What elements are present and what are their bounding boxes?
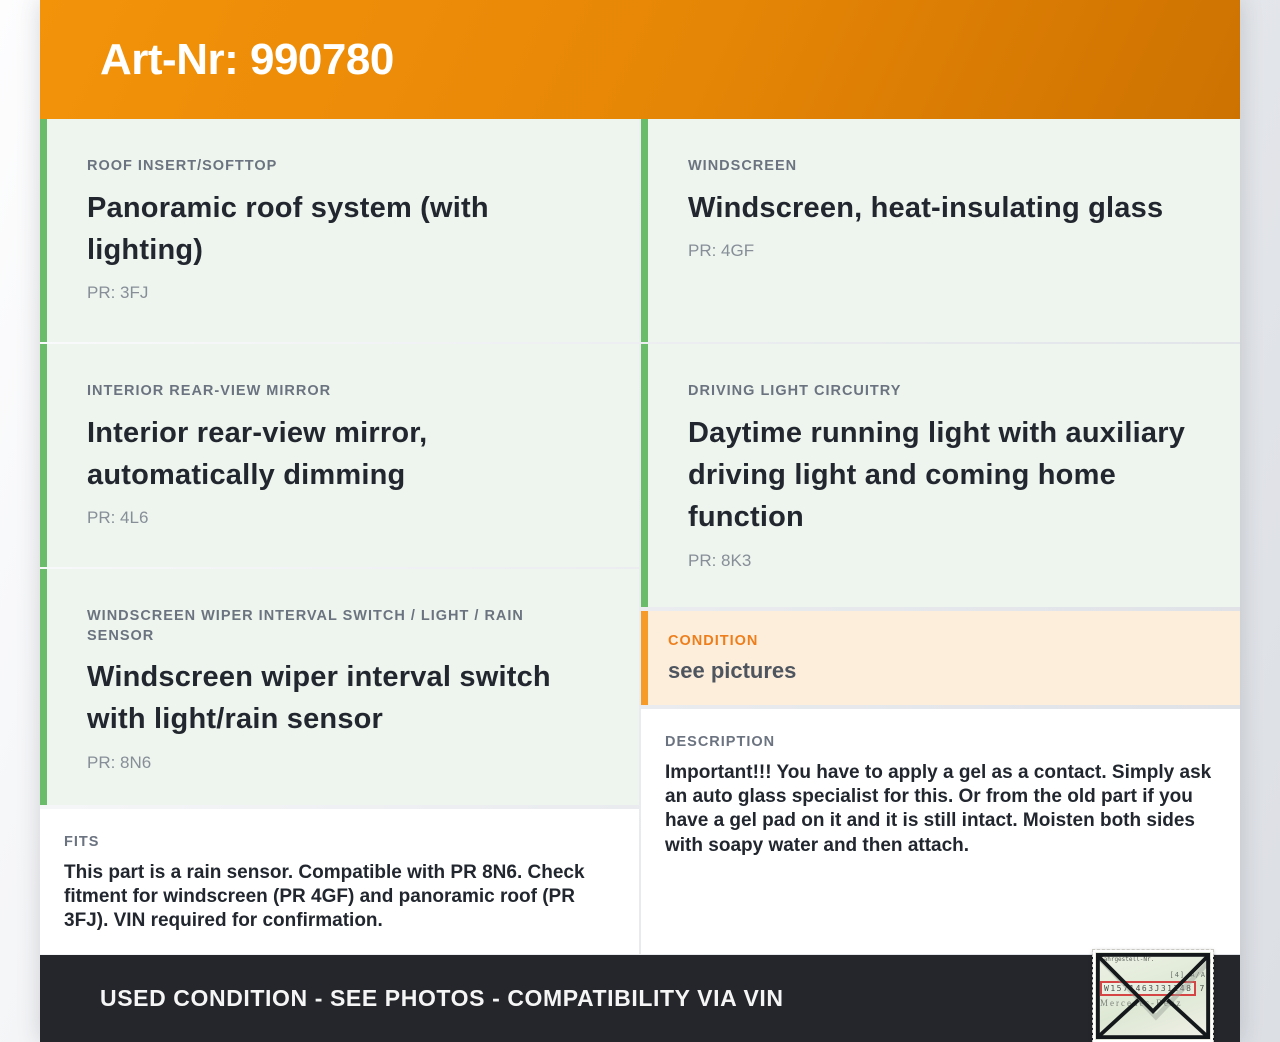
card-category-label: ROOF INSERT/SOFTTOP — [87, 158, 278, 174]
fits-text: This part is a rain sensor. Compatible with PR 8N6. Check fitment for windscreen (PR 4GF) and panoramic roof (PR 3FJ). VIN required for confirmation. — [64, 861, 585, 932]
fits-label: FITS — [64, 834, 100, 850]
card-pr-code: PR: 4L6 — [87, 508, 149, 528]
description-box — [641, 709, 1240, 954]
description-label: DESCRIPTION — [665, 734, 776, 750]
footer-banner-text: USED CONDITION - SEE PHOTOS - COMPATIBILITY VIA VIN — [100, 985, 784, 1011]
card-pr-code: PR: 4GF — [688, 240, 755, 260]
vin-suffix: 7 — [1199, 984, 1205, 993]
equipment-card-roof — [40, 119, 639, 342]
card-category-label: WINDSCREEN — [688, 158, 798, 174]
card-category-label: DRIVING LIGHT CIRCUITRY — [688, 383, 902, 399]
equipment-card-windscreen — [641, 119, 1240, 342]
vin-plate-photo — [1093, 950, 1213, 1042]
card-title: Windscreen, heat-insulating glass — [688, 191, 1164, 224]
listing-page — [40, 0, 1240, 1042]
right-column — [641, 119, 1240, 955]
card-category-label: WINDSCREEN WIPER INTERVAL SWITCH / LIGHT / RAIN SENSOR — [87, 608, 524, 644]
card-category-label: INTERIOR REAR-VIEW MIRROR — [87, 383, 332, 399]
card-pr-code: PR: 3FJ — [87, 283, 149, 303]
condition-value: see pictures — [668, 658, 797, 683]
header-banner — [40, 0, 1240, 119]
equipment-card-wiper — [40, 569, 639, 805]
vin-number-highlighted: W1571463J31248 — [1100, 981, 1196, 996]
left-column — [40, 119, 639, 955]
vin-plate-brand: Mercedes-Benz — [1100, 998, 1183, 1008]
content-grid — [40, 119, 1240, 955]
card-pr-code: PR: 8N6 — [87, 752, 152, 772]
equipment-card-driving-light — [641, 344, 1240, 607]
card-title: Panoramic roof system (with lighting) — [87, 191, 489, 266]
card-title: Windscreen wiper interval switch with light/rain sensor — [87, 661, 551, 736]
footer-banner — [40, 955, 1240, 1042]
card-title: Daytime running light with auxiliary driving light and coming home function — [688, 416, 1186, 534]
condition-box — [641, 611, 1240, 705]
equipment-card-mirror — [40, 344, 639, 567]
vin-plate-code: [4] A/A — [1169, 971, 1206, 979]
condition-label: CONDITION — [668, 633, 759, 649]
envelope-icon — [1095, 952, 1211, 1040]
card-pr-code: PR: 8K3 — [688, 550, 752, 570]
description-text: Important!!! You have to apply a gel as a contact. Simply ask an auto glass specialist for this. Or from the old part if you have a gel pad on it and it is still intact. Moisten both sides with soapy water and then attach. — [665, 761, 1212, 856]
fits-box — [40, 809, 639, 954]
card-title: Interior rear-view mirror, automatically dimming — [87, 416, 428, 491]
article-number-title: Art-Nr: 990780 — [100, 34, 394, 84]
vin-plate-caption: Fahrgestell-Nr. — [1100, 956, 1155, 963]
